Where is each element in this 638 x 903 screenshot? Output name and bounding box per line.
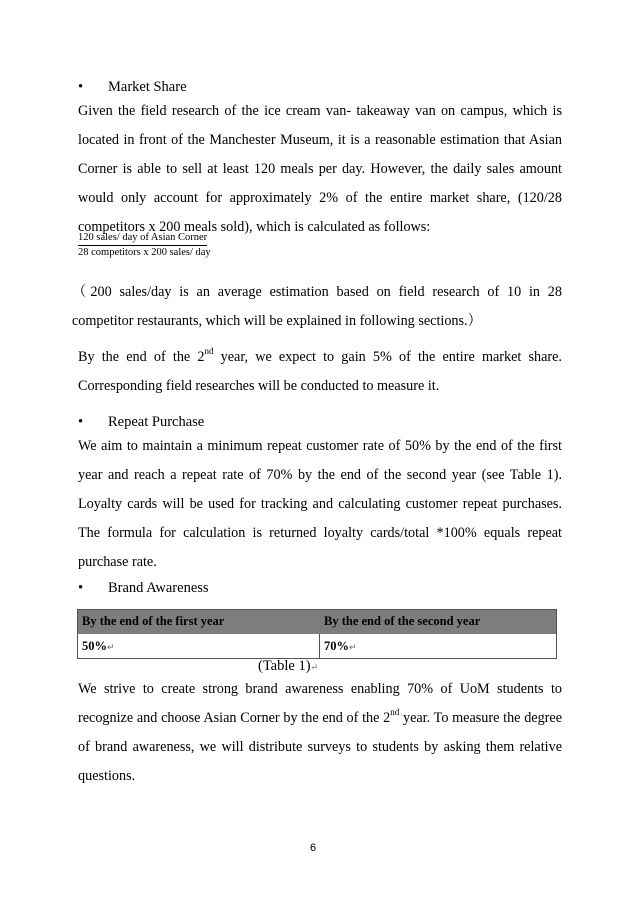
- table-caption: [258, 658, 318, 675]
- bullet-icon: •: [78, 414, 84, 430]
- value-50: 50%: [82, 639, 107, 653]
- table-cell-second-year: [324, 639, 357, 654]
- heading-market-share: Market Share: [108, 79, 187, 95]
- value-70: 70%: [324, 639, 349, 653]
- bullet-icon: •: [78, 79, 84, 95]
- brand-text-post: year. To measure the degree of brand awareness, we will distribute surveys to students by asking them relative questions.: [78, 710, 562, 784]
- brand-superscript: nd: [390, 707, 400, 717]
- heading-repeat-purchase: Repeat Purchase: [108, 414, 205, 430]
- table-cell-first-year: [82, 639, 115, 654]
- market-share-text: Given the field research of the ice cream van- takeaway van on campus, which is located in front of the Manchester Museum, it is a reasonable estimation that Asian Corner is able to sell at least 120 meals per day. However, the daily sales amount would only account for approximately 2% of the entire market share, (120/28 competitors x 200 meals sold), which is calculated as follows:: [78, 103, 562, 235]
- repeat-purchase-text: We aim to maintain a minimum repeat customer rate of 50% by the end of the first year and reach a repeat rate of 70% by the end of the second year (see Table 1). Loyalty cards will be used for tracking and calculating customer repeat purchases. The formula for calculation is returned loyalty cards/total *100% equals repeat purchase rate.: [78, 438, 562, 570]
- return-mark-icon: ↵: [310, 662, 319, 672]
- return-mark-icon: ↵: [107, 642, 115, 652]
- heading-brand-awareness: Brand Awareness: [108, 580, 209, 596]
- paragraph-note: [72, 278, 562, 336]
- fraction-denominator: 28 competitors x 200 sales/ day: [78, 247, 211, 258]
- targets-table: [77, 609, 557, 659]
- page-number: 6: [310, 842, 317, 854]
- fraction-numerator: 120 sales/ day of Asian Corner: [78, 232, 207, 246]
- return-mark-icon: ↵: [349, 642, 357, 652]
- goal-superscript: nd: [204, 346, 214, 356]
- goal-text-pre: By the end of the 2: [78, 349, 205, 365]
- table-header-second-year: By the end of the second year: [324, 614, 481, 628]
- paragraph-goal: [78, 343, 562, 401]
- fraction-formula: [78, 232, 211, 259]
- caption-text: (Table 1): [258, 658, 311, 674]
- paragraph-repeat-purchase: [78, 432, 562, 577]
- goal-text: [78, 343, 562, 401]
- note-text: （200 sales/day is an average estimation based on field research of 10 in 28 competitor restaurants, which will be explained in following sections.）: [72, 284, 562, 329]
- table-header-first-year: By the end of the first year: [82, 614, 225, 628]
- table-divider: [319, 634, 320, 658]
- paragraph-market-share: [78, 97, 562, 242]
- bullet-icon: •: [78, 580, 84, 596]
- goal-text-post: year, we expect to gain 5% of the entire market share. Corresponding field researches will be conducted to measure it.: [78, 349, 562, 394]
- brand-text-pre: We strive to create strong brand awareness enabling 70% of UoM students to recognize and choose Asian Corner by the end of the 2: [78, 681, 562, 726]
- paragraph-brand-awareness: [78, 675, 562, 791]
- brand-awareness-text: [78, 675, 562, 791]
